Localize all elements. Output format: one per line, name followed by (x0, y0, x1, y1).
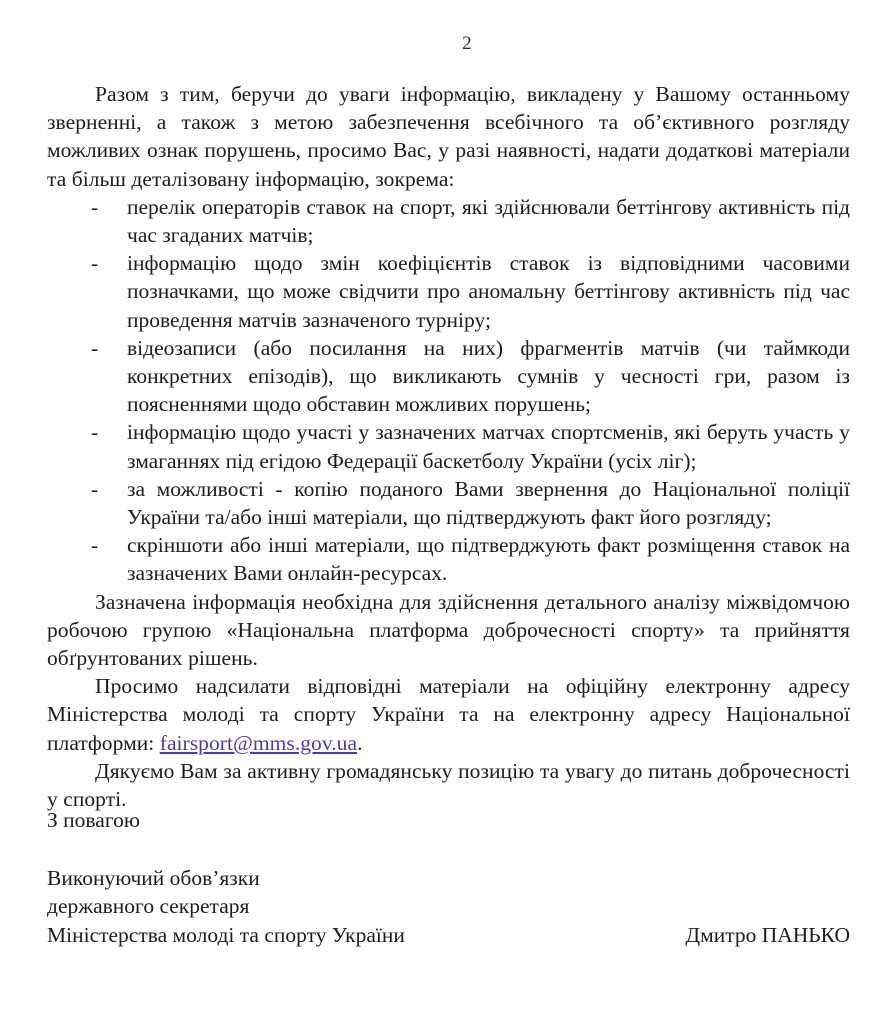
regards-line: З повагою (47, 808, 140, 832)
list-item-text: за можливості - копію поданого Вами звернення до Національної поліції України та/або інші матеріали, що підтверджують факт його розгляду; (127, 476, 850, 530)
list-item-text: скріншоти або інші матеріали, що підтверджують факт розміщення ставок на зазначених Вами онлайн-ресурсах. (127, 533, 850, 586)
list-dash-marker: - (91, 251, 99, 276)
signer-name: Дмитро ПАНЬКО (685, 922, 850, 947)
list-dash-marker: - (91, 476, 99, 501)
list-item-text: інформацію щодо участі у зазначених матчах спортсменів, які беруть участь у змаганнях під егідою Федерації баскетболу України (усіх ліг); (127, 420, 850, 473)
list-dash-marker: - (91, 533, 99, 558)
list-item (47, 475, 850, 531)
signer-role-line-1: Виконуючий обов’язки (47, 866, 260, 891)
signature-block (47, 806, 850, 949)
thanks-paragraph: Дякуємо Вам за активну громадянську позицію та увагу до питань доброчесності у спорті. (47, 758, 850, 812)
list-dash-marker: - (91, 335, 99, 360)
signer-role-line-2: державного секретаря (47, 894, 250, 919)
document-body (47, 80, 850, 813)
list-dash-marker: - (91, 194, 99, 219)
list-item-text: перелік операторів ставок на спорт, які здійснювали беттінгову активність під час згаданих матчів; (127, 194, 850, 248)
list-dash-marker: - (91, 420, 99, 445)
send-materials-text: Просимо надсилати відповідні матеріали на офіційну електронну адресу Міністерства молоді та спорту України та на електронну адресу Національної платформи: (47, 674, 850, 755)
signer-final-row (47, 921, 850, 949)
requested-materials-list (47, 193, 850, 588)
email-link[interactable]: fairsport@mms.gov.ua (159, 730, 358, 755)
signer-role-lines (47, 864, 850, 949)
page-number: 2 (462, 33, 472, 54)
list-item (47, 193, 850, 249)
list-item (47, 334, 850, 419)
analysis-paragraph: Зазначена інформація необхідна для здійснення детального аналізу міжвідомчою робочою групою «Національна платформа доброчесності спорту» та прийняття обґрунтованих рішень. (47, 589, 850, 671)
list-item-text: інформацію щодо змін коефіцієнтів ставок із відповідними часовими позначками, що може свідчити про аномальну беттінгову активність під час проведення матчів зазначеного турніру; (127, 251, 850, 332)
signer-role-line-3: Міністерства молоді та спорту України (47, 922, 405, 947)
list-item-text: відеозаписи (або посилання на них) фрагментів матчів (чи таймкоди конкретних епізодів), що викликають сумнів у чесності гри, разом із поясненнями щодо обставин можливих порушень; (127, 335, 850, 417)
intro-paragraph: Разом з тим, беручи до уваги інформацію, викладену у Вашому останньому зверненні, а також з метою забезпечення всебічного та об’єктивного розгляду можливих ознак порушень, просимо Вас, у разі наявності, надати додаткові матеріали та більш деталізовану інформацію, зокрема: (47, 82, 850, 191)
send-materials-period: . (357, 730, 363, 755)
list-item (47, 418, 850, 474)
list-item (47, 249, 850, 334)
list-item (47, 531, 850, 587)
send-materials-paragraph (47, 672, 850, 757)
